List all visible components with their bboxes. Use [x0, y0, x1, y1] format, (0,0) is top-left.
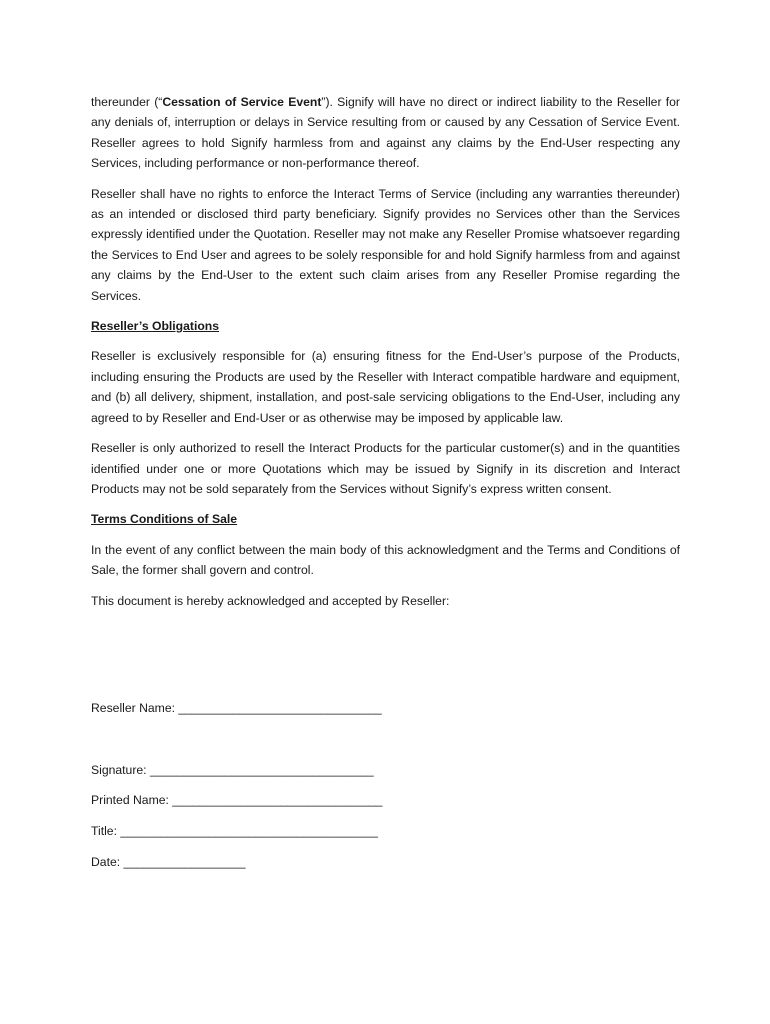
paragraph-rights: Reseller shall have no rights to enforce the Interact Terms of Service (including any warranties thereunder) as an intended or disclosed third party beneficiary. Signify provides no Services other than the Services expressly identified under the Quotation. Reseller may not make any Reseller Promise whatsoever regarding the Services to End User and agrees to be solely responsible for and hold Signify harmless from and against any claims by the End-User to the extent such claim arises from any Reseller Promise regarding the Services. [91, 186, 680, 303]
paragraph-responsibility: Reseller is exclusively responsible for (a) ensuring fitness for the End-User’s purpose of the Products, including ensuring the Products are used by the Reseller with Interact compatible hardware and equipment, and (b) all delivery, shipment, installation, and post-sale servicing obligations to the End-User, including any agreed to by Reseller and End-User or as otherwise may be imposed by applicable law. [91, 349, 680, 425]
paragraph-conflict: In the event of any conflict between the main body of this acknowledgment and the Terms and Conditions of Sale, the former shall govern and control. [91, 542, 680, 578]
paragraph-authorization: Reseller is only authorized to resell the Interact Products for the particular customer(s) and in the quantities identified under one or more Quotations which may be issued by Signify in its discretion and Interact Products may not be sold separately from the Services without Signify’s express written consent. [91, 441, 680, 496]
printed-name-field[interactable]: Printed Name: _______________________________ [91, 793, 383, 807]
document-body [91, 92, 680, 611]
heading-resellers-obligations: Reseller’s Obligations [91, 319, 220, 334]
signature-field[interactable]: Signature: _________________________________ [91, 763, 374, 777]
paragraph-acceptance: This document is hereby acknowledged and accepted by Reseller: [91, 593, 450, 608]
para1-text-start: thereunder (“ [91, 95, 163, 109]
reseller-name-field[interactable]: Reseller Name: ______________________________ [91, 701, 382, 715]
date-field[interactable]: Date: __________________ [91, 855, 246, 869]
paragraph-cessation [91, 92, 680, 174]
cessation-term: Cessation of Service Event [162, 95, 322, 109]
para1-text-rest: ”). Signify will have no direct or indirect liability to the Reseller for any denials of, interruption or delays in Service resulting from or caused by any Cessation of Service Event. Reseller agrees to hold Signify harmless from and against any claims by the End-User respecting any Services, including performance or non-performance thereof. [91, 95, 680, 171]
title-field[interactable]: Title: ______________________________________ [91, 824, 378, 838]
heading-terms-conditions: Terms Conditions of Sale [91, 512, 238, 527]
